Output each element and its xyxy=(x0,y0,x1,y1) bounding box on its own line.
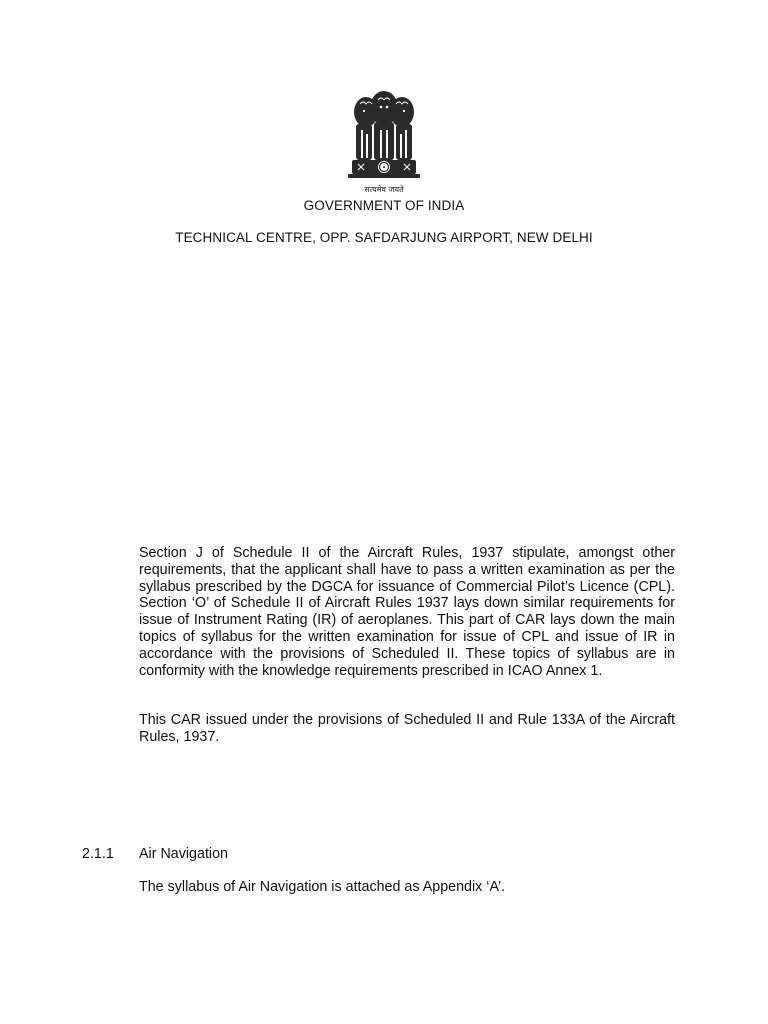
intro-paragraph: Section J of Schedule II of the Aircraft Rules, 1937 stipulate, amongst other requirements, that the applicant shall have to pass a written examination as per the syllabus prescribed by the DGCA for issuance of Commercial Pilot’s Licence (CPL). Section ‘O’ of Schedule II of Aircraft Rules 1937 lays down similar requirements for issue of Instrument Rating (IR) of aeroplanes. This part of CAR lays down the main topics of syllabus for the written examination for issue of CPL and issue of IR in accordance with the provisions of Scheduled II. These topics of syllabus are in conformity with the knowledge requirements prescribed in ICAO Annex 1. xyxy=(139,545,675,679)
section-number: 2.1.1 xyxy=(82,846,114,862)
lion-capital-emblem-icon xyxy=(344,90,424,198)
section-heading xyxy=(82,846,228,863)
government-title: GOVERNMENT OF INDIA xyxy=(303,198,465,213)
section-text: The syllabus of Air Navigation is attached as Appendix ‘A’. xyxy=(139,879,506,895)
emblem-motto: सत्यमेव जयते xyxy=(364,185,404,194)
issuance-paragraph: This CAR issued under the provisions of Scheduled II and Rule 133A of the Aircraft Rules, 1937. xyxy=(139,712,675,745)
national-emblem xyxy=(344,90,424,198)
section-title: Air Navigation xyxy=(139,846,228,862)
centre-title: TECHNICAL CENTRE, OPP. SAFDARJUNG AIRPORT, NEW DELHI xyxy=(175,230,593,245)
